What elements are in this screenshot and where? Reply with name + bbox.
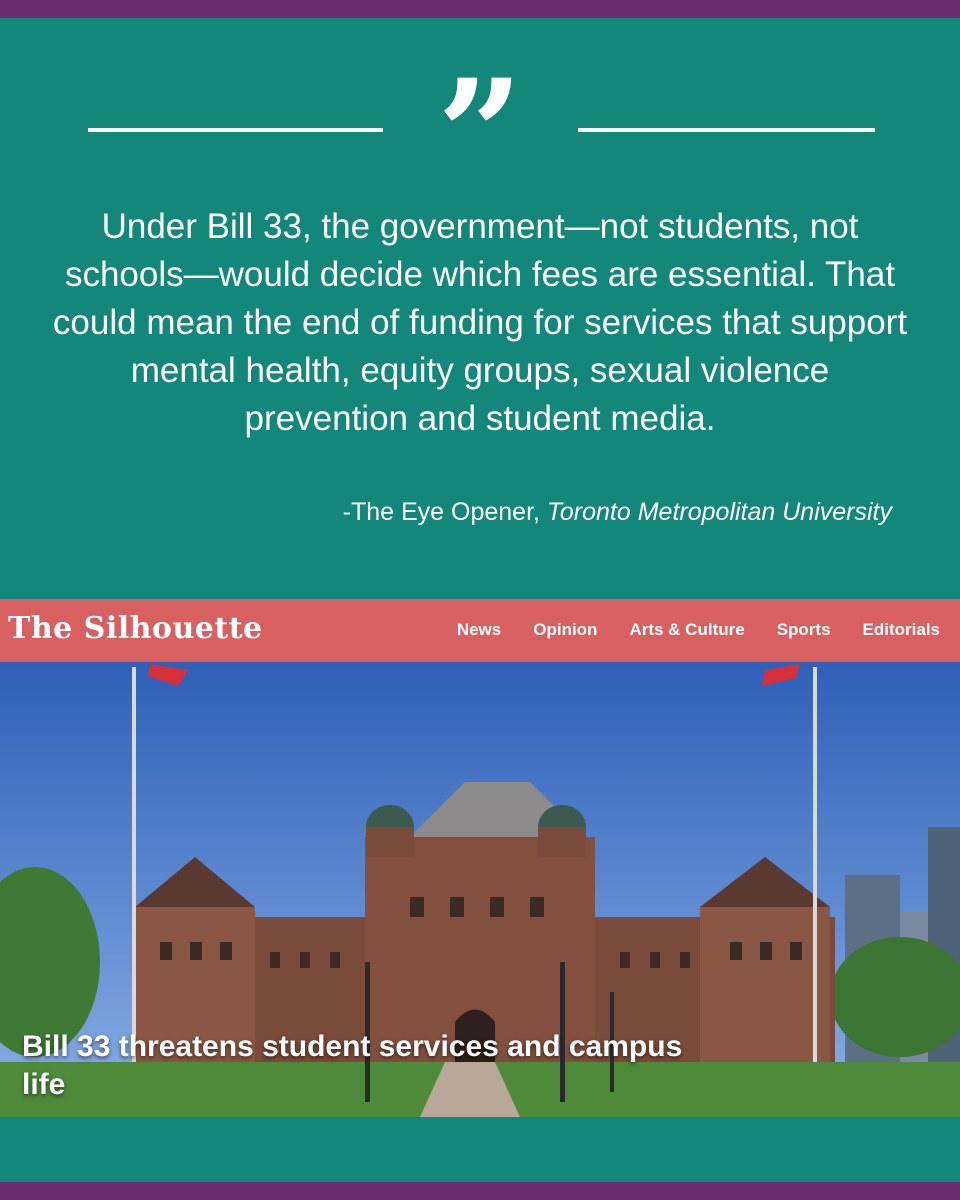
- quote-mark-icon: ”: [436, 47, 524, 223]
- quote-divider-left: [88, 128, 383, 132]
- bottom-accent-bar: [0, 1182, 960, 1200]
- attribution-school: Toronto Metropolitan University: [546, 498, 892, 526]
- site-logo[interactable]: The Silhouette: [8, 611, 263, 646]
- nav-arts-culture[interactable]: Arts & Culture: [629, 620, 745, 639]
- quote-text: Under Bill 33, the government—not students, not schools—would decide which fees are essential. That could mean the end of funding for services that support mental health, equity groups, sexual violence prevention and student media.: [52, 207, 908, 438]
- site-header: [0, 599, 960, 662]
- nav-editorials[interactable]: Editorials: [862, 620, 940, 639]
- nav-sports[interactable]: Sports: [776, 620, 831, 639]
- nav-opinion[interactable]: Opinion: [533, 620, 598, 639]
- main-nav: [425, 619, 940, 641]
- quote-divider-right: [578, 128, 875, 132]
- quote-attribution: [300, 496, 892, 528]
- top-accent-bar: [0, 0, 960, 18]
- article-headline[interactable]: Bill 33 threatens student services and campus life: [22, 1030, 683, 1101]
- nav-news[interactable]: News: [456, 620, 502, 639]
- attribution-source: -The Eye Opener,: [342, 498, 547, 526]
